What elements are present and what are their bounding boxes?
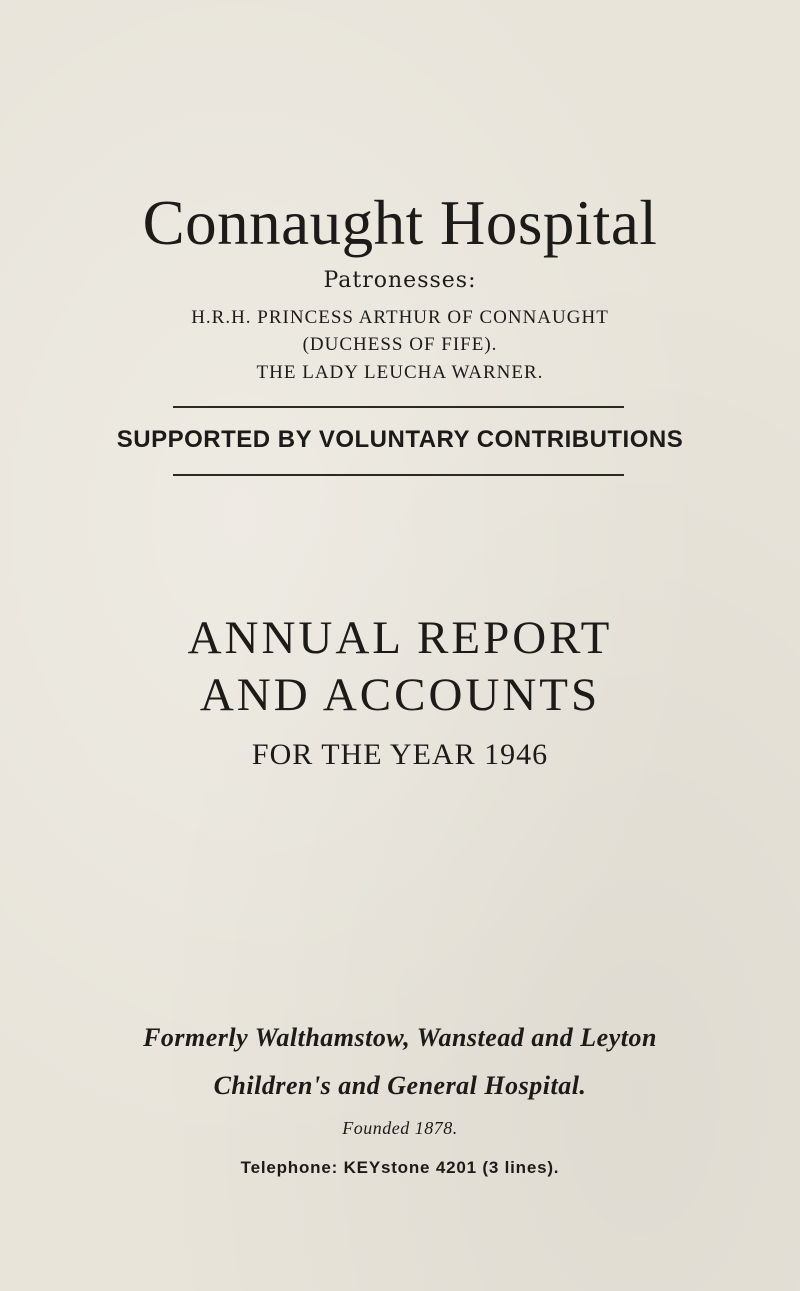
- divider-top: [173, 406, 624, 408]
- founded-line: Founded 1878.: [342, 1118, 458, 1138]
- patroness-line-3: THE LADY LEUCHA WARNER.: [256, 362, 544, 383]
- report-year-line: FOR THE YEAR 1946: [251, 738, 549, 771]
- report-title-line-1: ANNUAL REPORT: [187, 612, 613, 664]
- support-line: SUPPORTED BY VOLUNTARY CONTRIBUTIONS: [116, 426, 684, 453]
- report-title-line-2: AND ACCOUNTS: [199, 669, 601, 721]
- divider-bottom: [173, 474, 624, 476]
- former-name-line-2: Children's and General Hospital.: [213, 1071, 587, 1100]
- patronesses-heading: Patronesses:: [323, 268, 477, 293]
- hospital-title: Connaught Hospital: [142, 188, 658, 258]
- former-name-line-1: Formerly Walthamstow, Wanstead and Leyton: [143, 1023, 657, 1052]
- patroness-line-1: H.R.H. PRINCESS ARTHUR OF CONNAUGHT: [191, 307, 609, 328]
- patroness-line-2: (DUCHESS OF FIFE).: [302, 334, 498, 355]
- telephone-line: Telephone: KEYstone 4201 (3 lines).: [240, 1158, 560, 1177]
